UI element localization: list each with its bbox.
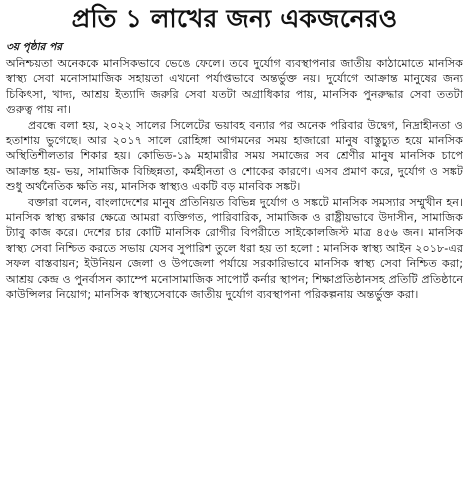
article-headline: প্রতি ১ লাখের জন্য একজনেরও bbox=[71, 4, 398, 33]
article-paragraph-3: বক্তারা বলেন, বাংলাদেশের মানুষ প্রতিনিয়ত বিভিন্ন দুর্যোগ ও সঙ্কটে মানসিক সমস্যার সম্মুখীন হন। মানসিক স্বাস্থ্য রক্ষার ক্ষেত্রে আমরা ব্যক্তিগত, পারিবারিক, সামাজিক ও রাষ্ট্রীয়ভাবে উদাসীন, সামাজিক ট্যাবু কাজ করে। দেশের চার কোটি মানসিক রোগীর বিপরীতে সাইকোলজিস্ট মাত্র ৪৫৬ জন। মানসিক স্বাস্থ্য সেবা নিশ্চিত করতে সভায় যেসব সুপারিশ তুলে ধরা হয় তা হলো : মানসিক স্বাস্থ্য আইন ২০১৮-এর সফল বাস্তবায়ন; ইউনিয়ন জেলা ও উপজেলা পর্যায়ে সরকারিভাবে মানসিক স্বাস্থ্য সেবা নিশ্চিত করা; আশ্রয় কেন্দ্র ও পুনর্বাসন ক্যাম্পে মনোসামাজিক সাপোর্ট কর্নার স্থাপন; শিক্ষাপ্রতিষ্ঠানসহ প্রতিটি প্রতিষ্ঠানে কাউন্সিলর নিয়োগ; মানসিক স্বাস্থ্যসেবাকে জাতীয় দুর্যোগ ব্যবস্থাপনা পরিকল্পনায় অন্তর্ভুক্ত করা। bbox=[6, 195, 463, 302]
continuation-label: ৩য় পৃষ্ঠার পর bbox=[6, 41, 63, 53]
article-body bbox=[6, 56, 463, 303]
article-paragraph-1: অনিশ্চয়তা অনেককে মানসিকভাবে ভেঙে ফেলে। তবে দুর্যোগ ব্যবস্থাপনার জাতীয় কাঠামোতে মানসিক স্বাস্থ্য সেবা মনোসামাজিক সহায়তা এখনো পর্যাপ্তভাবে অন্তর্ভুক্ত নয়। দুর্যোগে আক্রান্ত মানুষের জন্য চিকিৎসা, খাদ্য, আশ্রয় ইত্যাদি জরুরি সেবা যতটা অগ্রাধিকার পায়, মানসিক পুনরুদ্ধার সেবা ততটা গুরুত্ব পায় না। bbox=[6, 57, 463, 117]
article-paragraph-2: প্রবন্ধে বলা হয়, ২০২২ সালের সিলেটের ভয়াবহ বন্যার পর অনেক পরিবার উদ্বেগ, নিদ্রাহীনতা ও হতাশায় ভুগেছে। আর ২০১৭ সালে রোহিঙ্গা আগমনের সময় হাজারো মানুষ বাস্তুচ্যুত হয়ে মানসিক অস্থিতিশীলতার শিকার হয়। কোভিড-১৯ মহামারীর সময় সমাজের সব শ্রেণীর মানুষ মানসিক চাপে আক্রান্ত হয়- ভয়, সামাজিক বিচ্ছিন্নতা, কর্মহীনতা ও শোকের কারণে। এসব প্রমাণ করে, দুর্যোগ ও সঙ্কট শুধু অর্থনৈতিক ক্ষতি নয়, মানসিক স্বাস্থ্যও একটি বড় মানবিক সঙ্কট। bbox=[6, 118, 463, 194]
